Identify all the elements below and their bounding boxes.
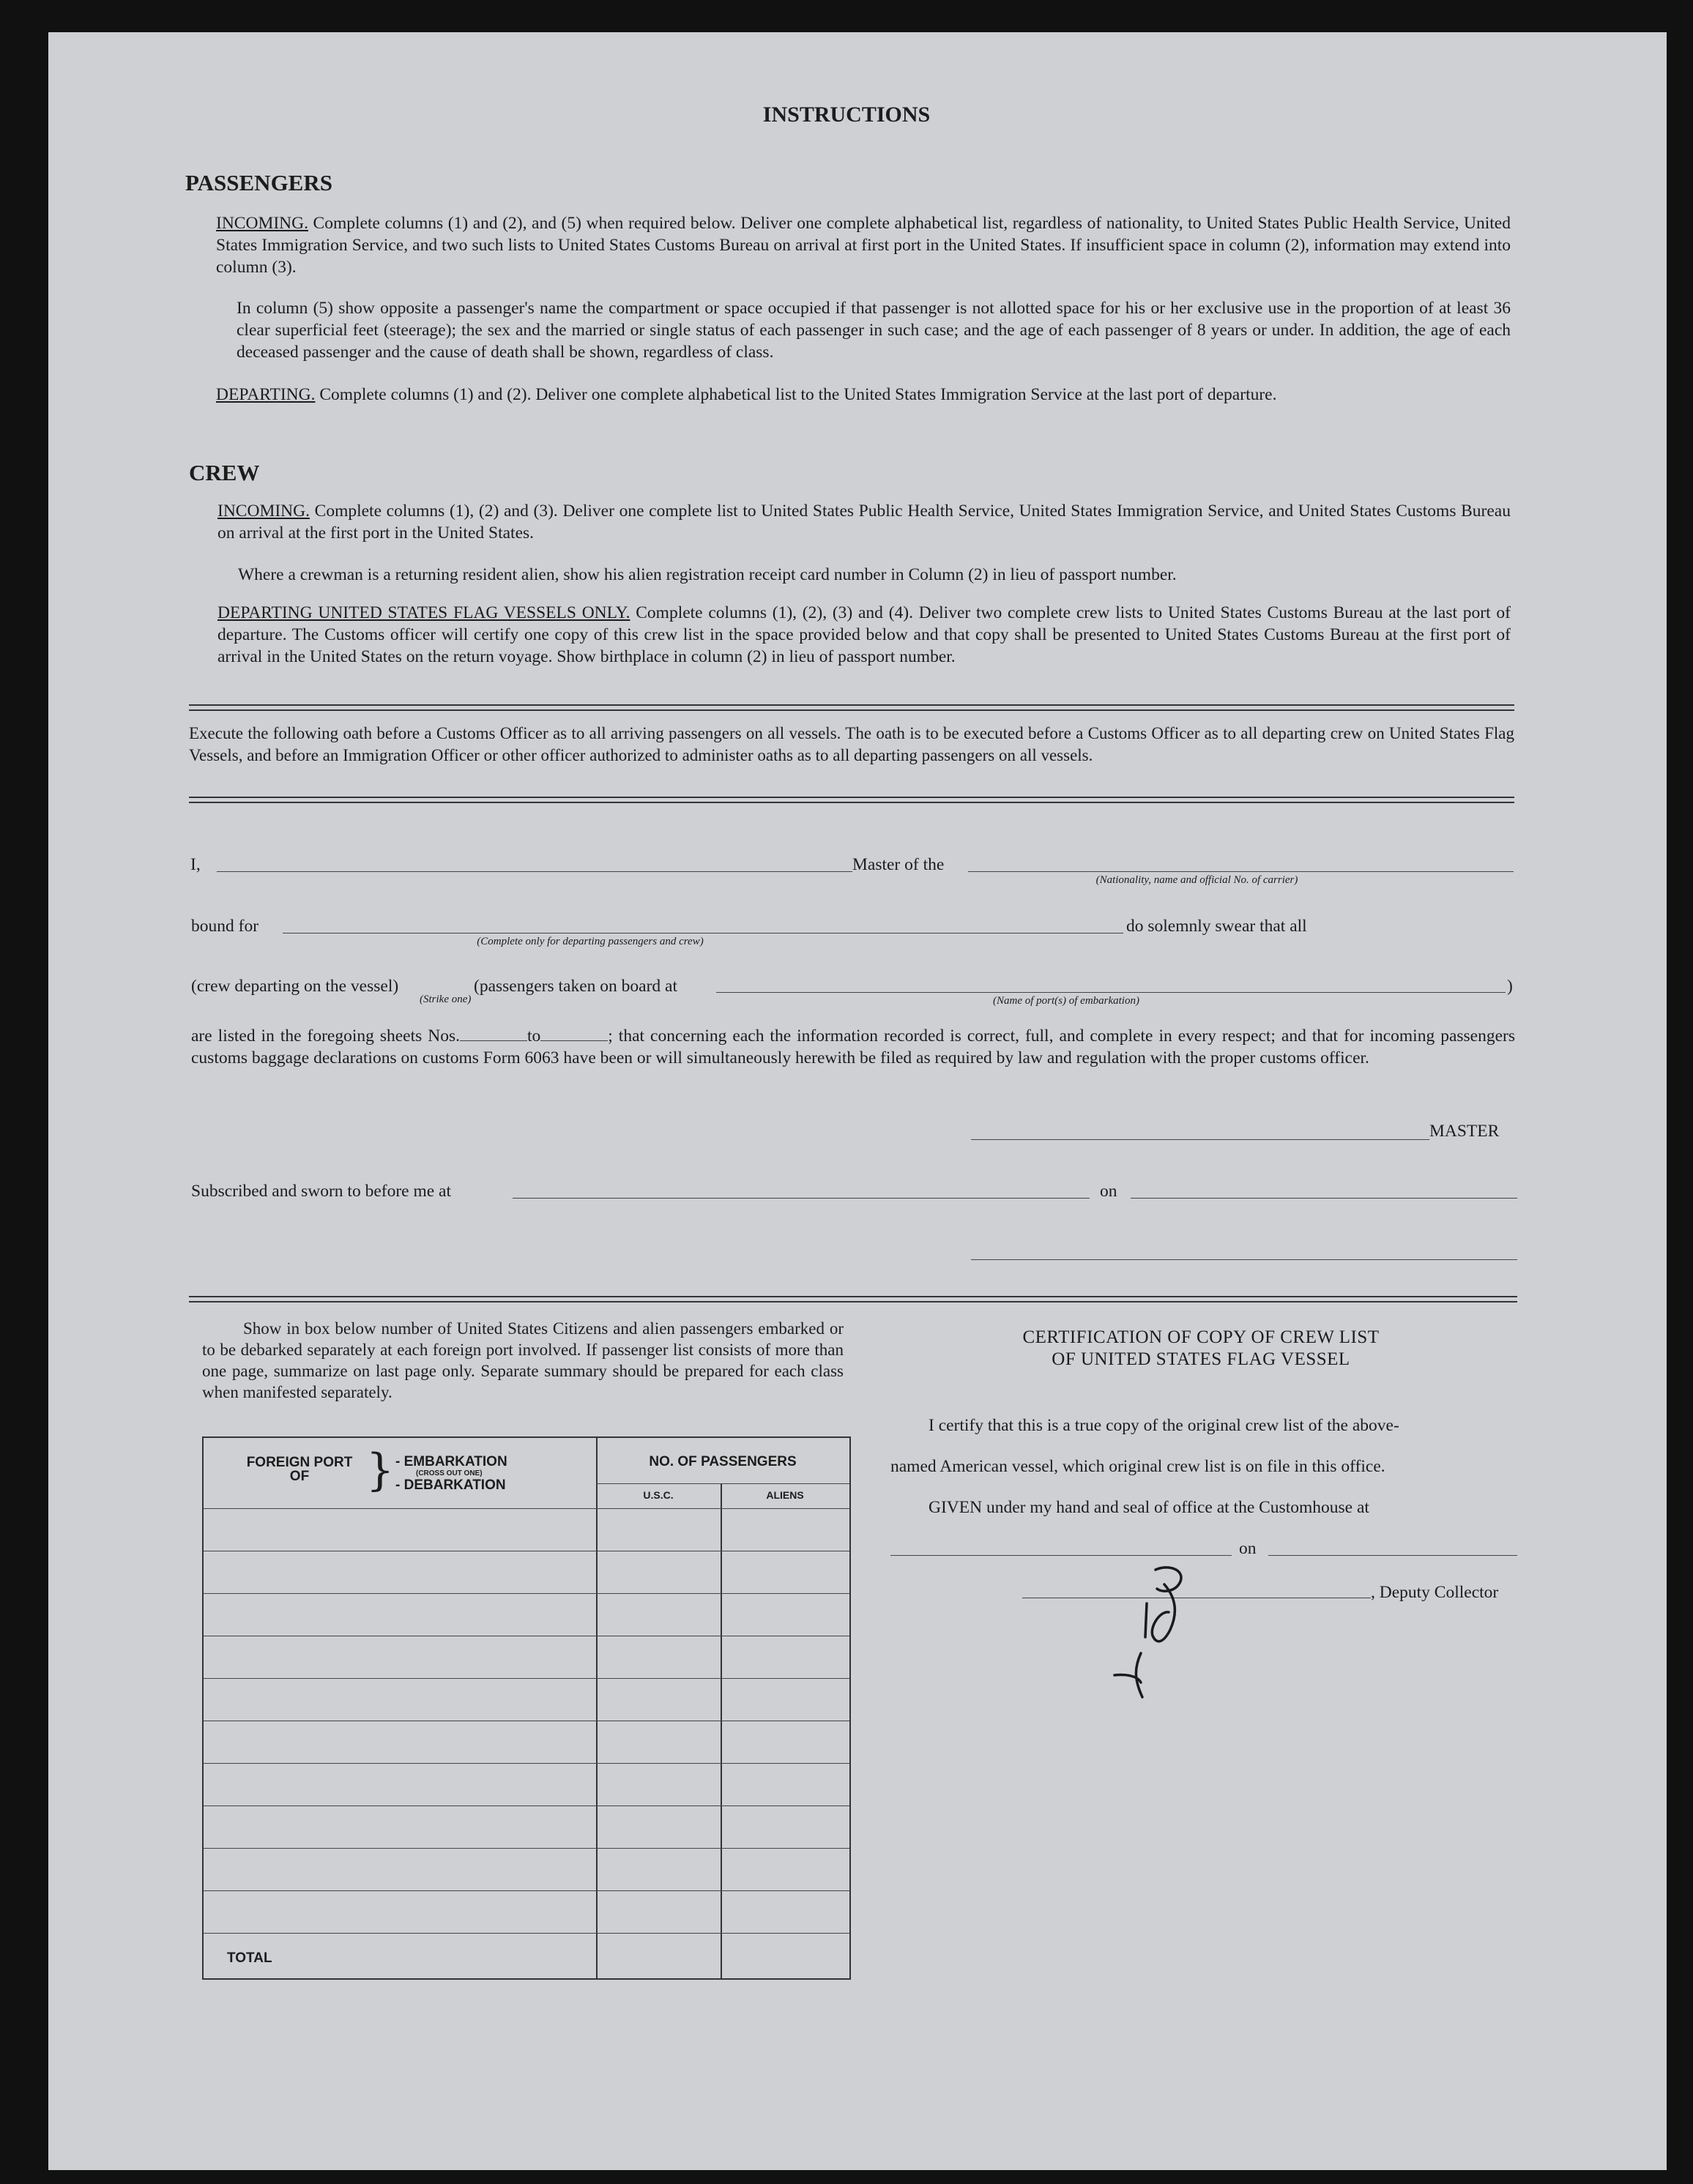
passengers-taken-option[interactable]: (passengers taken on board at bbox=[474, 977, 677, 996]
nationality-note: (Nationality, name and official No. of carrier) bbox=[1095, 874, 1298, 886]
table-subheader-line bbox=[596, 1483, 849, 1484]
divider-rule bbox=[189, 704, 1514, 706]
ports-note: (Name of port(s) of embarkation) bbox=[993, 995, 1139, 1007]
divider-rule bbox=[189, 709, 1514, 711]
subscribed-label: Subscribed and sworn to before me at bbox=[191, 1182, 452, 1201]
crew-departing-paragraph bbox=[217, 602, 1511, 668]
passengers-incoming-paragraph bbox=[216, 212, 1511, 278]
brace-glyph: } bbox=[366, 1445, 395, 1496]
oath-i-label: I, bbox=[190, 855, 201, 874]
certification-heading-line-1: CERTIFICATION OF COPY OF CREW LIST bbox=[1022, 1327, 1380, 1347]
table-row bbox=[204, 1678, 849, 1679]
table-row bbox=[204, 1890, 849, 1891]
crew-incoming-label: INCOMING. bbox=[217, 502, 310, 521]
listed-label-a: are listed in the foregoing sheets Nos. bbox=[191, 1026, 461, 1046]
oath-intro-paragraph: Execute the following oath before a Customs Officer as to all arriving passengers on all vessels. The oath is to be executed before a Customs Officer as to all departing crew on United States Flag Vessels, and before an Immigration Officer or other officer authorized to administer oaths as to all departing passengers on all vessels. bbox=[189, 724, 1514, 764]
sworn-location-field-line[interactable] bbox=[513, 1198, 1090, 1199]
certification-line-1: I certify that this is a true copy of the original crew list of the above- bbox=[929, 1416, 1399, 1435]
embarkation-ports-field-line[interactable] bbox=[716, 992, 1506, 993]
sworn-date-field-line[interactable] bbox=[1131, 1198, 1517, 1199]
carrier-field-line[interactable] bbox=[968, 871, 1514, 872]
crew-incoming-paragraph bbox=[217, 500, 1511, 544]
crew-departing-label: DEPARTING UNITED STATES FLAG VESSELS ONLY. bbox=[217, 603, 630, 622]
passengers-departing-text: Complete columns (1) and (2). Deliver one complete alphabetical list to the United States Immigration Service at the last port of departure. bbox=[315, 385, 1277, 404]
crew-resident-paragraph: Where a crewman is a returning resident alien, show his alien registration receipt card number in Column (2) in lieu of passport number. bbox=[238, 565, 1177, 584]
certification-line-3: GIVEN under my hand and seal of office at the Customhouse at bbox=[929, 1498, 1369, 1517]
divider-rule bbox=[189, 797, 1514, 798]
listed-label-b: ; that concerning each the information recorded is correct, full, and complete in every respect; and that for incoming passengers customs baggage declarations on customs Form 6063 have been or will simultaneously herewith be filed as required by law and regulation with the proper customs officer. bbox=[191, 1026, 1515, 1067]
crew-departing-option[interactable]: (crew departing on the vessel) bbox=[191, 977, 399, 996]
crew-departing-text: Complete columns (1), (2), (3) and (4). Deliver two complete crew lists to United States Customs Bureau at the last port of departure. The Customs officer will certify one copy of this crew list in the space provided below and that copy shall be presented to United States Customs Bureau at the first port of arrival in the United States on the return voyage. Show birthplace in column (2) in lieu of passport number. bbox=[217, 603, 1511, 666]
certification-heading bbox=[886, 1327, 1516, 1371]
departing-note: (Complete only for departing passengers and crew) bbox=[477, 936, 704, 947]
deputy-collector-label: , Deputy Collector bbox=[1371, 1583, 1499, 1602]
table-col-divider bbox=[596, 1438, 598, 1978]
customhouse-field-line[interactable] bbox=[890, 1555, 1232, 1556]
cross-out-note: (CROSS OUT ONE) bbox=[416, 1469, 483, 1477]
crew-heading: CREW bbox=[189, 460, 260, 485]
bound-for-label: bound for bbox=[191, 917, 259, 936]
table-row bbox=[204, 1933, 849, 1934]
passengers-departing-paragraph bbox=[216, 384, 1511, 406]
certification-line-2: named American vessel, which original crew list is on file in this office. bbox=[890, 1457, 1385, 1476]
table-row bbox=[204, 1848, 849, 1849]
close-paren: ) bbox=[1507, 977, 1513, 996]
foreign-port-of-header: FOREIGN PORT OF bbox=[246, 1455, 353, 1484]
divider-rule bbox=[189, 802, 1514, 803]
table-row bbox=[204, 1805, 849, 1806]
master-name-field-line[interactable] bbox=[217, 871, 852, 872]
officer-signature-line[interactable] bbox=[971, 1259, 1517, 1260]
divider-rule bbox=[189, 1296, 1517, 1297]
divider-rule bbox=[189, 1301, 1517, 1302]
table-header-bottom bbox=[204, 1508, 849, 1509]
listed-to-label: to bbox=[527, 1026, 541, 1046]
aliens-header: ALIENS bbox=[766, 1489, 804, 1501]
certification-date-field-line[interactable] bbox=[1268, 1555, 1517, 1556]
passengers-incoming-text: Complete columns (1) and (2), and (5) when required below. Deliver one complete alphabetical list, regardless of nationality, to United States Public Health Service, United States Immigration Service, and two such lists to United States Customs Bureau on arrival at first port in the United States. If insufficient space in column (2), information may extend into column (3). bbox=[216, 214, 1511, 277]
certification-heading-line-2: OF UNITED STATES FLAG VESSEL bbox=[1052, 1349, 1350, 1369]
master-of-the-label: Master of the bbox=[852, 855, 945, 874]
listed-paragraph bbox=[191, 1025, 1515, 1069]
no-of-passengers-header: NO. OF PASSENGERS bbox=[649, 1454, 797, 1469]
master-label: MASTER bbox=[1429, 1122, 1500, 1141]
passengers-departing-label: DEPARTING. bbox=[216, 385, 316, 404]
debarkation-option[interactable]: - DEBARKATION bbox=[395, 1477, 506, 1493]
total-label: TOTAL bbox=[227, 1950, 272, 1966]
sheet-to-field[interactable] bbox=[540, 1027, 608, 1041]
table-row bbox=[204, 1593, 849, 1594]
handwritten-signature-mark bbox=[1098, 1559, 1216, 1706]
embarkation-option[interactable]: - EMBARKATION bbox=[395, 1454, 507, 1469]
table-col-divider bbox=[721, 1483, 722, 1978]
usc-header: U.S.C. bbox=[643, 1489, 674, 1501]
passengers-column5-paragraph: In column (5) show opposite a passenger's name the compartment or space occupied if that passenger is not allotted space for his or her exclusive use in the proportion of at least 36 clear superficial feet (steerage); the sex and the married or single status of each passenger in such case; and the age of each passenger of 8 years or under. In addition, the age of each deceased passenger and the cause of death shall be shown, regardless of class. bbox=[237, 299, 1511, 362]
master-signature-line[interactable] bbox=[971, 1139, 1429, 1140]
passenger-summary-table bbox=[202, 1436, 851, 1980]
crew-incoming-text: Complete columns (1), (2) and (3). Deliver one complete list to United States Public Health Service, United States Immigration Service, and United States Customs Bureau on arrival at the first port in the United States. bbox=[217, 502, 1511, 543]
table-row bbox=[204, 1763, 849, 1764]
subscribed-on-label: on bbox=[1100, 1182, 1117, 1201]
certification-on-label: on bbox=[1239, 1539, 1257, 1558]
swear-label: do solemnly swear that all bbox=[1126, 917, 1307, 936]
summary-note: Show in box below number of United States Citizens and alien passengers embarked or to be debarked separately at each foreign port involved. If passenger list consists of more than one page, summarize on last page only. Separate summary should be prepared for each class when manifested separately. bbox=[202, 1319, 844, 1401]
passengers-incoming-label: INCOMING. bbox=[216, 214, 308, 233]
page-title: INSTRUCTIONS bbox=[762, 103, 931, 127]
passengers-heading: PASSENGERS bbox=[185, 170, 332, 195]
strike-one-note: (Strike one) bbox=[420, 994, 472, 1005]
sheet-from-field[interactable] bbox=[460, 1027, 527, 1041]
